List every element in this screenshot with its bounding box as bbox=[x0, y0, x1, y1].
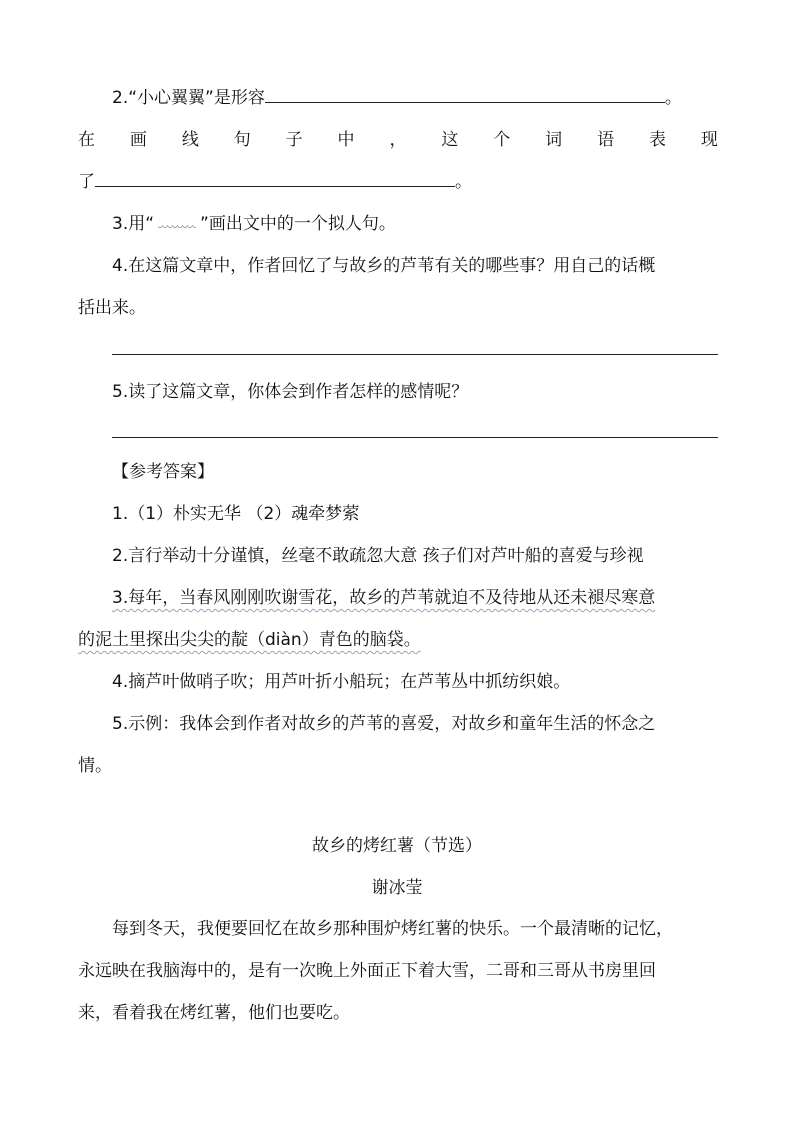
answer-4: 4.摘芦叶做哨子吹；用芦叶折小船玩；在芦苇丛中抓纺织娘。 bbox=[112, 672, 571, 692]
article-paragraph-line-2: 永远映在我脑海中的，是有一次晚上外面正下着大雪，二哥和三哥从书房里回 bbox=[78, 961, 656, 981]
question-2-line-2 bbox=[78, 128, 718, 152]
question-4-line-1: 4.在这篇文章中，作者回忆了与故乡的芦苇有关的哪些事？用自己的话概 bbox=[112, 256, 656, 276]
q2-char: 在 bbox=[78, 130, 95, 150]
q2-char: 现 bbox=[700, 130, 718, 150]
q2-char: 个 bbox=[493, 130, 511, 150]
q2-char: 中 bbox=[337, 130, 355, 150]
q2-char: 语 bbox=[597, 130, 615, 150]
q2-char: 表 bbox=[648, 130, 666, 150]
question-2-line-3 bbox=[78, 170, 472, 194]
question-2-line-1 bbox=[112, 86, 682, 110]
question-3-prefix: 3.用“ bbox=[112, 214, 155, 234]
article-paragraph-line-1: 每到冬天，我便要回忆在故乡那种围炉烤红薯的快乐。一个最清晰的记忆， bbox=[112, 919, 673, 939]
answer-3-line-1 bbox=[112, 586, 655, 610]
question-5: 5.读了这篇文章，你体会到作者怎样的感情呢？ bbox=[112, 382, 469, 402]
answer-2: 2.言行举动十分谨慎，丝毫不敢疏忽大意 孩子们对芦叶船的喜爱与珍视 bbox=[112, 546, 644, 566]
answers-heading: 【参考答案】 bbox=[112, 462, 214, 482]
question-2-blank-1[interactable] bbox=[265, 86, 665, 103]
question-4-answer-line[interactable] bbox=[112, 354, 718, 355]
wavy-underline-mark-icon bbox=[154, 217, 200, 231]
q2-char: 线 bbox=[181, 130, 199, 150]
answer-1: 1.（1）朴实无华 （2）魂牵梦萦 bbox=[112, 504, 360, 524]
answer-3-line-2 bbox=[78, 628, 421, 652]
question-2-line3-suffix: 。 bbox=[455, 172, 472, 192]
question-4-line-2: 括出来。 bbox=[78, 298, 146, 318]
q2-char: 词 bbox=[545, 130, 563, 150]
q2-char: 这 bbox=[441, 130, 459, 150]
question-2-blank-2[interactable] bbox=[95, 170, 455, 187]
q2-char: 子 bbox=[285, 130, 303, 150]
question-2-line3-prefix: 了 bbox=[78, 172, 95, 192]
article-paragraph-line-3: 来，看着我在烤红薯，他们也要吃。 bbox=[78, 1003, 350, 1023]
question-3-suffix: ”画出文中的一个拟人句。 bbox=[200, 214, 396, 234]
question-2-suffix: 。 bbox=[664, 88, 682, 108]
q2-char: 画 bbox=[129, 130, 147, 150]
answer-5-line-2: 情。 bbox=[78, 756, 112, 776]
question-2-prefix: 2.“小心翼翼”是形容 bbox=[112, 88, 265, 108]
answer-3-text-2: 的泥土里探出尖尖的靛（diàn）青色的脑袋。 bbox=[78, 630, 421, 650]
question-5-answer-line[interactable] bbox=[112, 437, 718, 438]
question-3 bbox=[112, 212, 396, 236]
answer-5-line-1: 5.示例：我体会到作者对故乡的芦苇的喜爱，对故乡和童年生活的怀念之 bbox=[112, 714, 656, 734]
q2-char: 句 bbox=[233, 130, 251, 150]
article-author: 谢冰莹 bbox=[371, 878, 423, 898]
q2-char: ， bbox=[389, 130, 407, 150]
answer-3-text-1: 3.每年，当春风刚刚吹谢雪花，故乡的芦苇就迫不及待地从还未褪尽寒意 bbox=[112, 588, 656, 608]
article-title: 故乡的烤红薯（节选） bbox=[312, 836, 482, 856]
